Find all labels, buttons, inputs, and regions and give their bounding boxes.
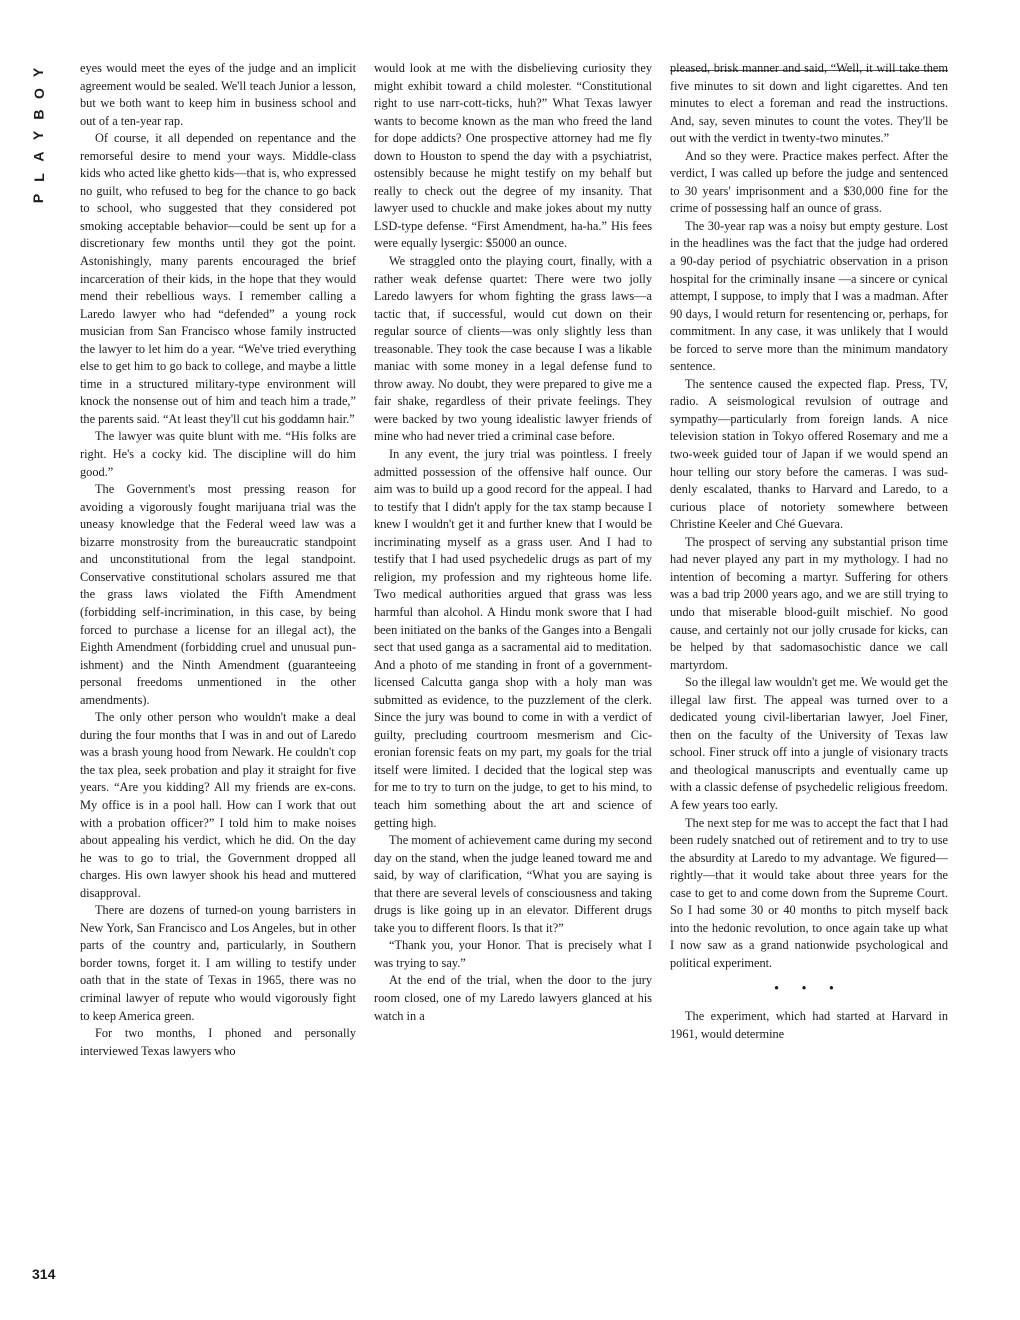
article-column-1 <box>80 60 356 1292</box>
article-paragraph: For two months, I phoned and personally interviewed Texas lawyers who <box>80 1026 356 1058</box>
article-paragraph: would look at me with the disbelieving curiosity they might exhibit toward a child molester. “Constitutional right to use narr-cott-ticks, huh?” What Texas lawyer wants to become known as the man who freed the land for dope addicts? One prospective attorney had me fly down to Houston to spend the day with a psychiatrist, ostensibly because he might testify on my behalf but really to check out the degree of my insanity. That lawyer used to chuckle and make jokes about my nutty LSD-type defense. “First Amendment, ha-ha.” His fees were equally lysergic: $5000 an ounce. <box>374 61 652 251</box>
article-paragraph: The sentence caused the expected flap. Press, TV, radio. A seismological revulsion of outrage and sympathy—particularly from foreign lands. A nice television station in Tokyo offered Rosemary and me a two-week guided tour of Japan if we would spend an hour telling our story before the cameras. I was suddenly escalated, thanks to Harvard and Laredo, to a curious place of notoriety somewhere between Christine Keeler and Ché Guevara. <box>670 376 948 532</box>
page-number: 314 <box>32 1266 56 1282</box>
masthead-letter: P <box>30 193 47 204</box>
masthead-letter: Y <box>30 130 47 141</box>
article-paragraph: The next step for me was to accept the fact that I had been rudely snatched out of retirement and to try to use the absurdity at Laredo to my advantage. We figured—rightly—that it would take about three years for the case to get to and come down from the Supreme Court. So I had some 30 or 40 months to pitch myself back into the hedonic revolution, to once again take up what I now saw as a grand nationwide psychological and political experiment. <box>670 815 948 970</box>
article-paragraph: At the end of the trial, when the door to the jury room closed, one of my Laredo lawyers glanced at his watch in a <box>374 973 652 1023</box>
article-paragraph: eyes would meet the eyes of the judge and an implicit agreement would be sealed. We'll teach Junior a lesson, but we both want to keep him in business school and out of a ten-year rap. <box>80 61 356 128</box>
article-paragraph: Of course, it all depended on repentance and the remorseful desire to mend your ways. Middle-class kids who acted like ghetto kids—that is, who expressed no guilt, who refused to beg for the chance to go back to school, who suggested that they considered pot smoking acceptable behavior—could be sent up for a discretionary few months until they got the point. Astonishingly, many parents encouraged the brief incarceration of their kids, in the hope that they would mend their rebellious ways. I remember calling a Laredo lawyer who had “defended” a young rock musician from San Francisco whose family instructed the lawyer to let him do a year. “We've tried everything else to get him to go back to college, and maybe a little time in a structured military-type environment will knock the nonsense out of him and teach him a trade,” the parents said. “At least they'll cut his goddamn hair.” <box>80 131 356 426</box>
article-paragraph: In any event, the jury trial was pointless. I freely admitted possession of the offensive half ounce. Our aim was to build up a good record for the appeal. I had to testify that I didn't apply for the tax stamp because I knew I wouldn't get it and further knew that I would be incriminating myself as a grass user. And I had to testify that I had used psychedelic drugs as part of my religion, my profession and my righteous home life. Two medical authorities argued that grass was less harmful than alcohol. A Hindu monk swore that I had been initiated on the banks of the Ganges into a Bengali sect that used ganga as a sacramental aid to meditation. And a photo of me standing in front of a government-licensed Calcutta ganga shop with a holy man was submitted as evidence, to the puzzlement of the clerk. Since the jury was bound to come in with a verdict of guilty, precluding courtroom mesmerism and Ciceronian forensic feats on my part, my goals for the trial itself were limited. I decided that the logical step was for me to try to turn on the judge, to get to his mind, to teach him something about the art and science of getting high. <box>374 447 652 830</box>
section-break-dots: • • • <box>774 981 844 996</box>
article-paragraph: The 30-year rap was a noisy but empty gesture. Lost in the headlines was the fact that the judge had ordered a 90-day period of psychiatric observation in a prison hospital for the criminally insane —a sincere or cynical attempt, I suppose, to imply that I was a madman. After 90 days, I would return for resentencing or, perhaps, for commitment. In any case, it was unlikely that I would be forced to serve more than the minimum mandatory sentence. <box>670 218 948 374</box>
article-paragraph: There are dozens of turned-on young barristers in New York, San Francisco and Los Angeles, but in other parts of the country and, particularly, in Southern border towns, forget it. I am willing to testify under oath that in the state of Texas in 1965, there was no criminal lawyer of repute who would vigorously fight to keep America green. <box>80 903 356 1023</box>
masthead-letter: A <box>30 151 47 162</box>
article-paragraph: The Government's most pressing reason for avoiding a vigorously fought marijuana trial was the uneasy knowledge that the Federal weed law was a bizarre monstrosity from the bureaucratic standpoint and unconstitutional from the legal standpoint. Conservative constitutional scholars assured me that the grass laws violated the Fifth Amendment (forbidding self-incrimination, in this case, by being forced to purchase a license for an illegal act), the Eighth Amendment (forbidding cruel and unusual punishment) and the Ninth Amendment (guaranteeing personal freedoms unmentioned in the other amendments). <box>80 482 356 707</box>
masthead-letter: B <box>30 109 47 120</box>
article-paragraph: We straggled onto the playing court, finally, with a rather weak defense quartet: There were two jolly Laredo lawyers for whom fighting the grass laws—a tactic that, if successful, would cut down on their regular source of clients—was only slightly less than treasonable. They took the case because I was a likable maniac with some money in a legal defense fund to throw away. No doubt, they were prepared to give me a fair shake, regardless of their private feelings. They were backed by two young idealistic lawyer friends of mine who had never tried a criminal case before. <box>374 254 652 444</box>
article-column-3 <box>670 60 948 1292</box>
article-paragraph: The lawyer was quite blunt with me. “His folks are right. He's a cocky kid. The discipline will do him good.” <box>80 429 356 479</box>
article-paragraph: “Thank you, your Honor. That is precisely what I was trying to say.” <box>374 938 652 970</box>
article-column-2 <box>374 60 652 1292</box>
article-paragraph: So the illegal law wouldn't get me. We would get the illegal law first. The appeal was turned over to a dedicated young civil-libertarian lawyer, Joel Finer, then on the faculty of the University of Texas law school. Finer struck off into a jungle of visionary tracts and theological manuscripts and eventually came up with a classic defense of psychedelic religious freedom. A few years too early. <box>670 675 948 812</box>
article-paragraph: The only other person who wouldn't make a deal during the four months that I was in and out of Laredo was a brash young hood from Newark. He couldn't cop the tax plea, seek probation and play it straight for five years. “Are you kidding? All my friends are ex-cons. My office is in a pool hall. How can I work that out with a probation officer?” I told him to make noises about appealing his verdict, which he did. On the day he was to go to trial, the Government dropped all charges. His own lawyer shook his head and muttered disapproval. <box>80 710 356 900</box>
article-paragraph: pleased, brisk manner and said, “Well, it will take them five minutes to sit down and light cigarettes. And ten minutes to elect a foreman and read the instructions. And, say, seven minutes to count the votes. They'll be out with the verdict in twenty-two minutes.” <box>670 61 948 146</box>
masthead-letter: Y <box>30 67 47 78</box>
article-paragraph: The prospect of serving any substantial prison time had never played any part in my mythology. I had no intention of becoming a martyr. Suffering for others was a bad trip 2000 years ago, and we are still trying to undo that miserable blood-guilt mischief. No good cause, and certainly not our jolly crusade for kicks, can be helped by that sadomasochistic dance we call martyrdom. <box>670 534 948 672</box>
article-paragraph: The experiment, which had started at Harvard in 1961, would determine <box>670 1008 948 1041</box>
article-paragraph: And so they were. Practice makes perfect. After the verdict, I was called up before the judge and sentenced to 30 years' imprisonment and a $30,000 fine for the crime of possessing half an ounce of grass. <box>670 148 948 216</box>
article-paragraph: The moment of achievement came during my second day on the stand, when the judge leaned toward me and said, by way of clarification, “What you are saying is that there are several levels of consciousness and taking drugs is like going up in an elevator. Different drugs take you to different floors. Is that it?” <box>374 833 652 935</box>
magazine-masthead-vertical <box>26 62 52 209</box>
masthead-letter: O <box>30 88 47 99</box>
masthead-letter: L <box>30 173 47 182</box>
